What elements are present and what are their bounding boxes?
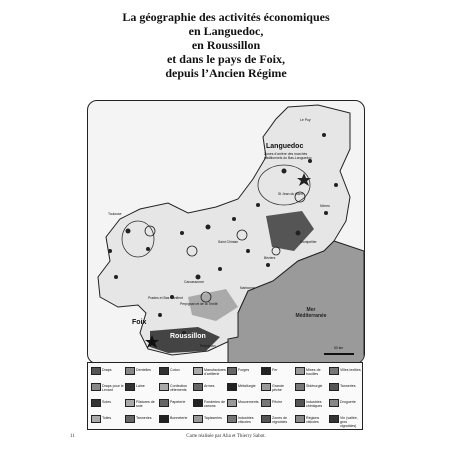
legend-item — [90, 381, 124, 397]
region-label-roussillon: Roussillon — [170, 333, 206, 340]
scale-bar — [324, 353, 354, 355]
legend-item — [90, 413, 124, 429]
legend-label: Mouvements — [238, 400, 259, 404]
title-line: depuis l’Ancien Régime — [165, 66, 287, 80]
legend-label: Tanneries — [136, 416, 152, 420]
movement-icon — [227, 399, 237, 407]
legend-label: Filatures de soie — [136, 400, 155, 408]
legend-item — [158, 413, 192, 429]
foundry-icon — [193, 399, 203, 407]
legend-label: Soies — [102, 400, 111, 404]
sea-label-line2: Méditerranée — [295, 313, 327, 319]
legend-label: Dentelles — [136, 368, 151, 372]
lace-icon — [125, 367, 135, 375]
map-legend — [87, 362, 363, 430]
legend-label: Droguerie — [340, 400, 356, 404]
legend-label: Zones de vignobles — [272, 416, 288, 424]
canvas-icon — [91, 415, 101, 423]
legend-item — [124, 381, 158, 397]
place-label: Montpellier — [300, 240, 317, 244]
place-label: Béziers — [264, 256, 276, 260]
note-label: Zones d’arrière des marchés traditionnels du Bas-Languedoc — [264, 152, 312, 160]
map-caption: Carte réalisée par Alia et Thierry Sabot. — [186, 434, 266, 439]
legend-item — [226, 381, 260, 397]
legend-item — [90, 397, 124, 413]
legend-item — [90, 365, 124, 381]
legend-label: Fonderies de canons — [204, 400, 225, 408]
legend-label: Régions viticoles — [306, 416, 320, 424]
note-label: Prades et Bas Conflent — [148, 296, 183, 300]
legend-label: Draps pour le Levant — [102, 384, 124, 392]
silk-mill-icon — [125, 399, 135, 407]
legend-label: Vin (vallée, gros vignobles) — [340, 416, 358, 428]
legend-label: Industries viticoles — [238, 416, 254, 424]
legend-item — [260, 381, 294, 397]
legend-label: Draps — [102, 368, 112, 372]
map-title — [0, 10, 452, 80]
legend-label: Laine — [136, 384, 145, 388]
legend-item — [328, 365, 362, 381]
drug-icon — [329, 399, 339, 407]
weapons-icon — [193, 383, 203, 391]
leather-icon — [125, 415, 135, 423]
wine-icon — [329, 415, 339, 423]
legend-item — [260, 397, 294, 413]
legend-item — [294, 413, 328, 429]
place-label: Narbonne — [240, 286, 255, 290]
legend-item — [226, 397, 260, 413]
legend-item — [226, 413, 260, 429]
metal-icon — [227, 383, 237, 391]
legend-label: Pêche — [272, 400, 283, 404]
place-label: Nîmes — [320, 204, 330, 208]
wool-icon — [125, 383, 135, 391]
place-label: Le Puy — [300, 118, 311, 122]
legend-item — [226, 365, 260, 381]
legend-label: Grande pêche — [272, 384, 284, 392]
legend-label: Papeterie — [170, 400, 186, 404]
paper-icon — [159, 399, 169, 407]
title-line: en Roussillon — [191, 38, 261, 52]
silk-icon — [91, 399, 101, 407]
fish-icon — [261, 399, 271, 407]
mine-icon — [295, 367, 305, 375]
scale-label: 50 km — [334, 346, 344, 350]
vineyard-icon — [261, 415, 271, 423]
legend-label: Tapisseries — [204, 416, 222, 420]
legend-label: Tanneries — [340, 384, 356, 388]
fishing-icon — [261, 383, 271, 391]
legend-label: Sidérurgie — [306, 384, 323, 388]
legend-label: Bonneterie — [170, 416, 188, 420]
tapestry-icon — [193, 415, 203, 423]
cannon-icon — [193, 367, 203, 375]
place-label: Carcassonne — [184, 280, 204, 284]
legend-item — [158, 381, 192, 397]
region-label-foix: Foix — [132, 319, 147, 326]
legend-item — [294, 365, 328, 381]
title-line: La géographie des activités économiques — [122, 10, 330, 24]
legend-item — [158, 397, 192, 413]
legend-item — [328, 381, 362, 397]
title-line: et dans le pays de Foix, — [166, 52, 285, 66]
legend-item — [192, 413, 226, 429]
legend-label: Métallurgie — [238, 384, 256, 388]
clothing-icon — [159, 383, 169, 391]
page-number: 11 — [70, 434, 75, 439]
legend-item — [328, 397, 362, 413]
legend-label: Toiles — [102, 416, 112, 420]
legend-label: Armes — [204, 384, 215, 388]
sea-label-line1: Mer — [306, 307, 316, 313]
note-label: Perpignan et de la Trinité — [180, 302, 218, 306]
legend-item — [124, 413, 158, 429]
city-icon — [329, 367, 339, 375]
legend-item — [294, 381, 328, 397]
legend-item — [124, 397, 158, 413]
legend-item — [192, 381, 226, 397]
place-label: Perpignan — [200, 344, 216, 348]
legend-item — [192, 365, 226, 381]
legend-item — [294, 397, 328, 413]
legend-item — [192, 397, 226, 413]
steel-icon — [295, 383, 305, 391]
tannery-icon — [329, 383, 339, 391]
iron-icon — [261, 367, 271, 375]
legend-label: Villes textiles — [340, 368, 361, 372]
sea-label — [284, 307, 338, 319]
note-label: Saint Chinian — [218, 240, 239, 244]
forge-icon — [227, 367, 237, 375]
chemical-icon — [295, 399, 305, 407]
wine-region-icon — [295, 415, 305, 423]
vine-icon — [227, 415, 237, 423]
place-label: Toulouse — [108, 212, 122, 216]
legend-label: Confection vêtements — [170, 384, 188, 392]
map-frame — [87, 100, 365, 364]
legend-item — [260, 365, 294, 381]
legend-label: Mines de houilles — [306, 368, 321, 376]
hosiery-icon — [159, 415, 169, 423]
legend-item — [158, 365, 192, 381]
region-label-languedoc: Languedoc — [266, 143, 304, 150]
legend-label: Manufactures d’artillerie — [204, 368, 226, 376]
map-canvas — [88, 101, 364, 363]
legend-item — [328, 413, 362, 429]
legend-item — [260, 413, 294, 429]
legend-label: Industries chimiques — [306, 400, 323, 408]
legend-label: Fer — [272, 368, 278, 372]
cloth-icon — [91, 367, 101, 375]
legend-item — [124, 365, 158, 381]
cloth-levant-icon — [91, 383, 101, 391]
legend-label: Coton — [170, 368, 180, 372]
legend-label: Forges — [238, 368, 250, 372]
title-line: en Languedoc, — [188, 24, 264, 38]
cotton-icon — [159, 367, 169, 375]
note-label: St Jean du Gard — [278, 192, 303, 196]
